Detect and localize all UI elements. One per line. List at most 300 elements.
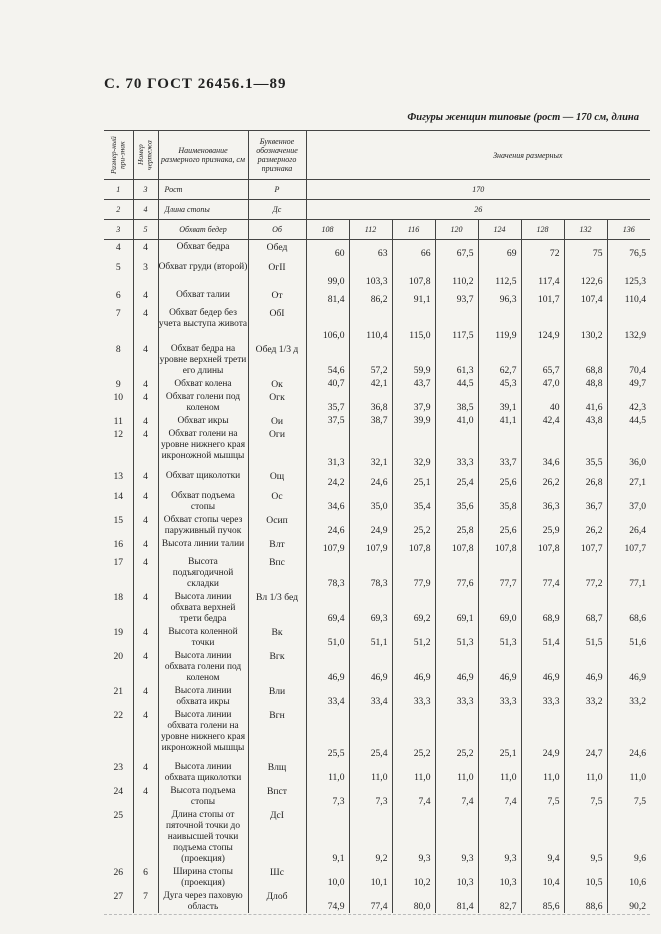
row-num: 22: [104, 708, 133, 760]
col-header-code: Буквенное обозначение размерного признака: [248, 131, 306, 180]
row-value: 93,7: [435, 288, 478, 306]
row-name: Обхват голени под коленом: [158, 390, 248, 414]
row-value: 101,7: [521, 288, 564, 306]
row-drawing: 4: [133, 288, 158, 306]
row-value: 68,8: [564, 342, 607, 377]
row-value: 49,7: [629, 377, 647, 389]
table-row: [104, 784, 650, 808]
row-num: 7: [104, 306, 133, 342]
row-value: 25,2: [435, 708, 478, 760]
girth-value: 128: [521, 220, 564, 240]
row-code: Вли: [248, 684, 306, 708]
row-num: 18: [104, 590, 133, 625]
row-value: 24,9: [521, 708, 564, 760]
row-value: 25,2: [392, 708, 435, 760]
row-drawing: 4: [133, 684, 158, 708]
table-row: [104, 537, 650, 555]
row-value: 91,1: [392, 288, 435, 306]
row-value: 11,0: [564, 760, 607, 784]
row-name: Обхват икры: [158, 414, 248, 427]
row-value: 66: [392, 240, 435, 260]
row-value: 45,3: [478, 377, 521, 390]
row-value: 77,7: [478, 555, 521, 590]
row-value: 25,4: [349, 708, 392, 760]
row-value: 26: [306, 200, 650, 220]
row-code: Вл 1/3 бед: [248, 590, 306, 625]
row-value: 7,5: [521, 784, 564, 808]
row-name: Высота подъема стопы: [158, 784, 248, 808]
table-row: [104, 808, 650, 865]
bottom-rule: [104, 914, 650, 915]
row-num: 24: [104, 784, 133, 808]
row-code: Осип: [248, 513, 306, 537]
row-value: 42,1: [349, 377, 392, 390]
row-value: 35,5: [564, 427, 607, 469]
row-value: 69,3: [349, 590, 392, 625]
row-value: 25,6: [478, 513, 521, 537]
row-code: Впс: [248, 555, 306, 590]
row-value: 42,3: [629, 401, 647, 413]
row-code: Влт: [248, 537, 306, 555]
row-value: 7,3: [349, 784, 392, 808]
row-code: Обед 1/3 д: [248, 342, 306, 377]
row-num: 16: [104, 537, 133, 555]
row-num: 10: [104, 390, 133, 414]
row-value: 35,8: [478, 489, 521, 513]
row-code: Дс: [248, 200, 306, 220]
row-value: 107,4: [564, 288, 607, 306]
row-value: 67,5: [435, 240, 478, 260]
table-row: [104, 427, 650, 469]
row-drawing: 4: [133, 708, 158, 760]
row-value: 37,0: [629, 500, 647, 512]
table-caption: Фигуры женщин типовые (рост — 170 см, длина: [407, 112, 639, 123]
row-drawing: 4: [133, 200, 158, 220]
row-value: 46,9: [349, 649, 392, 684]
row-name: Обхват колена: [158, 377, 248, 390]
row-name: Высота линии обхвата верхней трети бедра: [158, 590, 248, 625]
row-value: 25,8: [435, 513, 478, 537]
row-value: 44,5: [435, 377, 478, 390]
row-drawing: 4: [133, 306, 158, 342]
row-code: Влщ: [248, 760, 306, 784]
row-value: 24,6: [306, 513, 349, 537]
row-drawing: 7: [133, 889, 158, 913]
row-value: 82,7: [478, 889, 521, 913]
row-value: 51,3: [435, 625, 478, 649]
row-value: 46,9: [435, 649, 478, 684]
table-row: [104, 889, 650, 913]
table-row: [104, 625, 650, 649]
row-name: Высота коленной точки: [158, 625, 248, 649]
row-value: 46,9: [564, 649, 607, 684]
row-name: Обхват подъема стопы: [158, 489, 248, 513]
row-drawing: 4: [133, 760, 158, 784]
row-code: Огк: [248, 390, 306, 414]
row-num: 23: [104, 760, 133, 784]
table-row: [104, 414, 650, 427]
row-value: 24,6: [629, 747, 647, 759]
row-value: 51,3: [478, 625, 521, 649]
row-value: 9,4: [521, 808, 564, 865]
row-value: 57,2: [349, 342, 392, 377]
row-value: 25,1: [478, 708, 521, 760]
row-code: Об: [248, 220, 306, 240]
row-name: Высота линии обхвата голени на уровне нижнего края икроножной мышцы: [158, 708, 248, 760]
row-value: 9,6: [634, 852, 647, 864]
row-value: 125,3: [624, 275, 647, 287]
row-value: 43,7: [392, 377, 435, 390]
row-name: Высота линии обхвата икры: [158, 684, 248, 708]
row-num: 17: [104, 555, 133, 590]
row-value: 81,4: [306, 288, 349, 306]
row-value: 33,3: [521, 684, 564, 708]
row-drawing: 4: [133, 649, 158, 684]
row-value: 11,0: [435, 760, 478, 784]
table-row: [104, 489, 650, 513]
row-name: Длина стопы: [158, 200, 248, 220]
row-value: 7,5: [564, 784, 607, 808]
row-value: 38,5: [435, 390, 478, 414]
row-value: 78,3: [349, 555, 392, 590]
row-value: 117,4: [521, 260, 564, 288]
row-num: 20: [104, 649, 133, 684]
row-drawing: 5: [133, 220, 158, 240]
row-value: 77,4: [521, 555, 564, 590]
row-value: 36,8: [349, 390, 392, 414]
table-row: [104, 288, 650, 306]
row-value: 25,5: [306, 708, 349, 760]
row-value: 77,9: [392, 555, 435, 590]
row-name: Обхват голени на уровне нижнего края икроножной мышцы: [158, 427, 248, 469]
row-value: 7,4: [392, 784, 435, 808]
row-value: 10,4: [521, 865, 564, 889]
row-name: Ширина стопы (проекция): [158, 865, 248, 889]
row-value: 110,4: [624, 293, 647, 305]
row-value: 60: [306, 240, 349, 260]
table-row: [104, 865, 650, 889]
row-num: 25: [104, 808, 133, 865]
row-code: Ощ: [248, 469, 306, 489]
row-code: ОгII: [248, 260, 306, 288]
row-value: 9,1: [306, 808, 349, 865]
row-value: 9,2: [349, 808, 392, 865]
girth-value: 136: [607, 220, 650, 240]
row-drawing: 4: [133, 342, 158, 377]
row-drawing: 4: [133, 414, 158, 427]
top-row: [104, 200, 650, 220]
row-name: Обхват груди (второй): [158, 260, 248, 288]
row-drawing: 4: [133, 784, 158, 808]
row-num: 3: [104, 220, 133, 240]
row-value: 81,4: [435, 889, 478, 913]
row-value: 10,2: [392, 865, 435, 889]
row-num: 12: [104, 427, 133, 469]
row-value: 68,7: [564, 590, 607, 625]
row-value: 9,3: [435, 808, 478, 865]
row-value: 40: [521, 390, 564, 414]
table-row: [104, 377, 650, 390]
row-value: 110,2: [435, 260, 478, 288]
row-value: 11,0: [349, 760, 392, 784]
row-value: 25,6: [478, 469, 521, 489]
row-value: 72: [521, 240, 564, 260]
row-value: 33,2: [564, 684, 607, 708]
row-num: 14: [104, 489, 133, 513]
row-value: 10,3: [478, 865, 521, 889]
row-value: 31,3: [306, 427, 349, 469]
row-name: Высота линии талии: [158, 537, 248, 555]
row-value: 117,5: [435, 306, 478, 342]
row-code: Р: [248, 180, 306, 200]
row-value: 43,8: [564, 414, 607, 427]
row-name: Высота линии обхвата щиколотки: [158, 760, 248, 784]
row-value: 107,8: [392, 260, 435, 288]
table-row: [104, 684, 650, 708]
row-value: 132,9: [624, 329, 647, 341]
row-value: 124,9: [521, 306, 564, 342]
row-value: 51,0: [306, 625, 349, 649]
row-value: 107,8: [478, 537, 521, 555]
row-value: 110,4: [349, 306, 392, 342]
row-value: 48,8: [564, 377, 607, 390]
row-name: Обхват бедер: [158, 220, 248, 240]
row-value: 61,3: [435, 342, 478, 377]
row-code: Вк: [248, 625, 306, 649]
row-value: 40,7: [306, 377, 349, 390]
table-row: [104, 306, 650, 342]
row-value: 11,0: [478, 760, 521, 784]
row-value: 115,0: [392, 306, 435, 342]
header-row: [104, 131, 650, 180]
col-header-name: Наименование размерного признака, см: [158, 131, 248, 180]
row-value: 33,2: [629, 695, 647, 707]
row-value: 107,8: [435, 537, 478, 555]
row-value: 51,1: [349, 625, 392, 649]
row-drawing: 3: [133, 260, 158, 288]
row-name: Обхват стопы через паруживный пучок: [158, 513, 248, 537]
row-value: 70,4: [629, 364, 647, 376]
row-value: 99,0: [306, 260, 349, 288]
row-code: Обед: [248, 240, 306, 260]
row-code: Ок: [248, 377, 306, 390]
row-value: 35,6: [435, 489, 478, 513]
girth-value: 124: [478, 220, 521, 240]
row-value: 24,2: [306, 469, 349, 489]
row-value: 69: [478, 240, 521, 260]
row-value: 37,5: [306, 414, 349, 427]
row-value: 33,4: [349, 684, 392, 708]
row-value: 24,7: [564, 708, 607, 760]
table-row: [104, 555, 650, 590]
table-row: [104, 708, 650, 760]
row-value: 35,0: [349, 489, 392, 513]
row-value: 36,0: [629, 456, 647, 468]
girth-value: 120: [435, 220, 478, 240]
row-name: Высота подъягодичной складки: [158, 555, 248, 590]
measurements-table: [104, 130, 650, 913]
col-header-drawing: Номер чертежа: [136, 140, 154, 170]
row-value: 78,3: [306, 555, 349, 590]
row-num: 1: [104, 180, 133, 200]
row-value: 62,7: [478, 342, 521, 377]
row-value: 46,9: [629, 671, 647, 683]
row-value: 7,4: [478, 784, 521, 808]
row-drawing: [133, 808, 158, 865]
row-value: 11,0: [629, 771, 647, 783]
row-value: 41,1: [478, 414, 521, 427]
row-value: 35,4: [392, 489, 435, 513]
row-code: Впст: [248, 784, 306, 808]
girth-value: 116: [392, 220, 435, 240]
girth-value: 112: [349, 220, 392, 240]
row-name: Высота линии обхвата голени под коленом: [158, 649, 248, 684]
row-value: 25,2: [392, 513, 435, 537]
row-code: Вгн: [248, 708, 306, 760]
row-drawing: 4: [133, 390, 158, 414]
row-value: 10,0: [306, 865, 349, 889]
table-row: [104, 390, 650, 414]
row-name: Рост: [158, 180, 248, 200]
row-code: Ои: [248, 414, 306, 427]
row-value: 27,1: [629, 476, 647, 488]
table-row: [104, 342, 650, 377]
row-value: 46,9: [392, 649, 435, 684]
row-value: 69,1: [435, 590, 478, 625]
row-name: Обхват бедер без учета выступа живота: [158, 306, 248, 342]
row-value: 26,2: [521, 469, 564, 489]
row-num: 5: [104, 260, 133, 288]
row-value: 69,0: [478, 590, 521, 625]
row-value: 107,7: [624, 542, 647, 554]
row-value: 24,6: [349, 469, 392, 489]
col-header-num: Размер-ный при-знак: [109, 136, 127, 174]
row-drawing: 4: [133, 469, 158, 489]
row-value: 68,6: [629, 612, 647, 624]
row-value: 119,9: [478, 306, 521, 342]
row-value: 41,0: [435, 414, 478, 427]
row-num: 21: [104, 684, 133, 708]
row-value: 7,4: [435, 784, 478, 808]
row-code: Длоб: [248, 889, 306, 913]
row-value: 35,7: [306, 390, 349, 414]
row-value: 32,9: [392, 427, 435, 469]
row-drawing: 4: [133, 513, 158, 537]
row-drawing: 4: [133, 427, 158, 469]
row-value: 77,6: [435, 555, 478, 590]
row-value: 24,9: [349, 513, 392, 537]
girth-value: 108: [306, 220, 349, 240]
row-value: 34,6: [306, 489, 349, 513]
row-name: Обхват талии: [158, 288, 248, 306]
row-value: 25,4: [435, 469, 478, 489]
row-value: 86,2: [349, 288, 392, 306]
table-row: [104, 590, 650, 625]
row-value: 26,8: [564, 469, 607, 489]
row-value: 33,3: [392, 684, 435, 708]
row-value: 130,2: [564, 306, 607, 342]
row-value: 36,7: [564, 489, 607, 513]
page-header: С. 70 ГОСТ 26456.1—89: [104, 76, 287, 92]
row-value: 122,6: [564, 260, 607, 288]
row-value: 107,7: [564, 537, 607, 555]
row-value: 25,1: [392, 469, 435, 489]
row-value: 75: [564, 240, 607, 260]
row-code: ОбI: [248, 306, 306, 342]
row-value: 25,9: [521, 513, 564, 537]
row-num: 15: [104, 513, 133, 537]
row-value: 10,3: [435, 865, 478, 889]
girth-row: [104, 220, 650, 240]
row-value: 90,2: [629, 900, 647, 912]
row-code: Вгк: [248, 649, 306, 684]
row-value: 10,6: [629, 876, 647, 888]
row-value: 46,9: [306, 649, 349, 684]
row-name: Дуга через паховую область: [158, 889, 248, 913]
row-value: 103,3: [349, 260, 392, 288]
row-value: 39,9: [392, 414, 435, 427]
row-value: 107,8: [521, 537, 564, 555]
top-row: [104, 180, 650, 200]
row-drawing: 4: [133, 537, 158, 555]
row-value: 41,6: [564, 390, 607, 414]
row-value: 7,3: [306, 784, 349, 808]
row-value: 85,6: [521, 889, 564, 913]
row-value: 9,3: [478, 808, 521, 865]
row-value: 38,7: [349, 414, 392, 427]
row-value: 74,9: [306, 889, 349, 913]
table-row: [104, 240, 650, 260]
row-value: 11,0: [521, 760, 564, 784]
row-value: 65,7: [521, 342, 564, 377]
row-value: 39,1: [478, 390, 521, 414]
row-value: 68,9: [521, 590, 564, 625]
row-drawing: 4: [133, 555, 158, 590]
row-value: 9,3: [392, 808, 435, 865]
row-value: 46,9: [478, 649, 521, 684]
row-value: 76,5: [629, 247, 647, 259]
row-value: 51,2: [392, 625, 435, 649]
row-value: 34,6: [521, 427, 564, 469]
row-drawing: 4: [133, 489, 158, 513]
row-value: 77,4: [349, 889, 392, 913]
row-num: 2: [104, 200, 133, 220]
table-row: [104, 760, 650, 784]
row-value: 69,2: [392, 590, 435, 625]
row-drawing: 4: [133, 625, 158, 649]
row-value: 46,9: [521, 649, 564, 684]
row-value: 33,7: [478, 427, 521, 469]
row-value: 107,8: [392, 537, 435, 555]
row-drawing: 4: [133, 590, 158, 625]
row-code: От: [248, 288, 306, 306]
row-value: 59,9: [392, 342, 435, 377]
row-value: 51,5: [564, 625, 607, 649]
row-num: 19: [104, 625, 133, 649]
row-value: 26,2: [564, 513, 607, 537]
row-value: 11,0: [392, 760, 435, 784]
row-num: 26: [104, 865, 133, 889]
row-value: 9,5: [564, 808, 607, 865]
row-value: 33,3: [435, 427, 478, 469]
row-code: Шс: [248, 865, 306, 889]
row-drawing: 6: [133, 865, 158, 889]
row-value: 80,0: [392, 889, 435, 913]
row-value: 69,4: [306, 590, 349, 625]
row-value: 33,3: [435, 684, 478, 708]
row-num: 11: [104, 414, 133, 427]
row-code: ДсI: [248, 808, 306, 865]
